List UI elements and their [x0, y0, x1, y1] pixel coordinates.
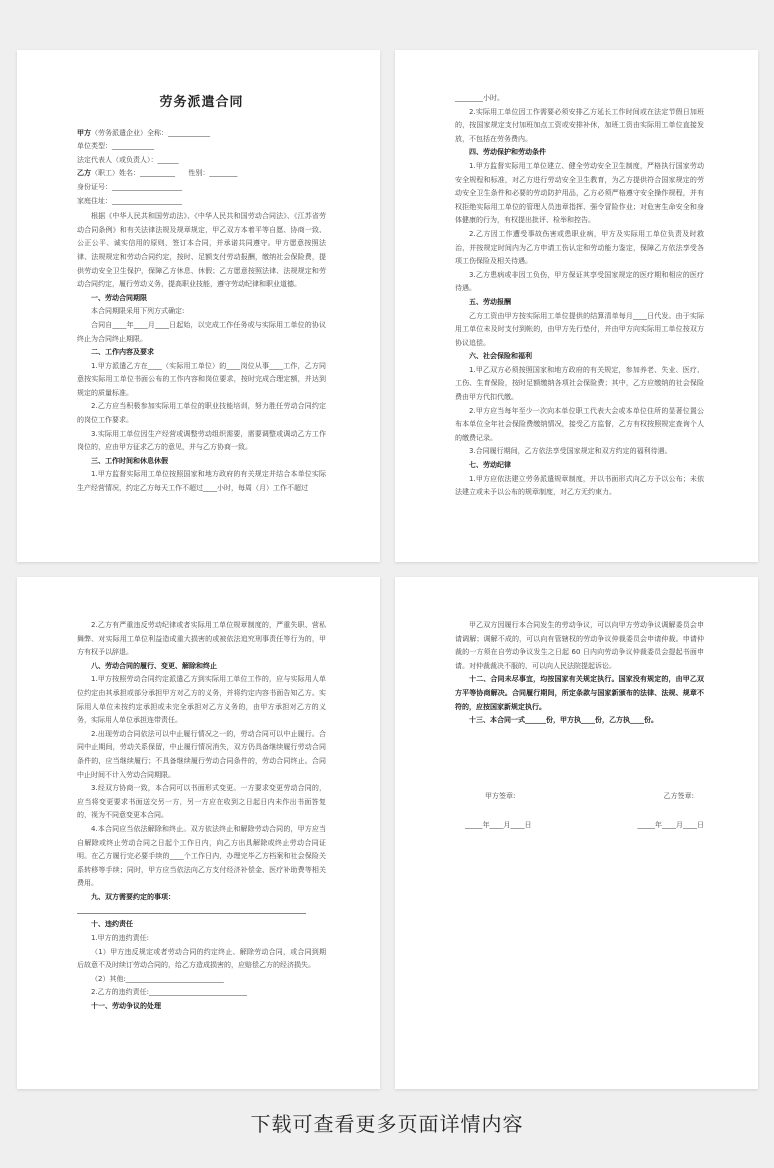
page-4-body	[455, 619, 704, 728]
date-row	[455, 819, 704, 833]
section-heading: 三、工作时间和休息休假	[91, 456, 168, 465]
document-page-2	[395, 50, 758, 562]
download-more-banner[interactable]: 下载可查看更多页面详情内容	[250, 1112, 524, 1136]
section-heading: 四、劳动保护和劳动条件	[469, 148, 546, 157]
party-field	[77, 140, 326, 154]
paragraph: 3.合同履行期间，乙方依法享受国家规定和双方约定的福利待遇。	[469, 447, 672, 456]
section-heading: 十、违约责任	[91, 920, 133, 929]
party-label: 乙方	[77, 169, 91, 178]
document-page-1	[17, 50, 380, 562]
paragraph: （1）甲方违反规定或者劳动合同的约定终止、解除劳动合同，或合同到期后故意不及时续订劳动合同的，给乙方造成损害的，应赔偿乙方的经济损失。	[77, 947, 326, 970]
page-1-content	[77, 96, 326, 562]
paragraph: 1.甲方应依法建立劳务派遣规章制度，并以书面形式向乙方予以公布；未依法建立或未予以公布的规章制度，对乙方无约束力。	[455, 474, 704, 497]
paragraph: 1.甲方的违约责任:	[91, 934, 150, 943]
paragraph: 2.乙方有严重违反劳动纪律或者实际用工单位规章制度的，严重失职、营私舞弊、对实际用工单位利益造成重大损害的或被依法追究刑事责任等行为的，甲方有权予以辞退。	[77, 621, 326, 657]
section-heading: 十一、劳动争议的处理	[91, 1002, 161, 1011]
paragraph: 3.经双方协商一致，本合同可以书面形式变更。一方要求变更劳动合同的，应当将变更要求书面送交另一方，另一方应在收到之日起日内未作出书面答复的，视为不同意变更本合同。	[77, 784, 326, 820]
paragraph: 2.乙方因工作遭受事故伤害或患职业病，甲方及实际用工单位负责及时救治，并按规定时间内为乙方申请工伤认定和劳动能力鉴定，保障乙方依法享受各项工伤保险及相关待遇。	[455, 229, 704, 266]
page-3-content	[77, 619, 326, 1089]
page-2-content	[455, 92, 704, 562]
paragraph: 1.甲方监督实际用工单位建立、健全劳动安全卫生制度，严格执行国家劳动安全规程和标准，对乙方进行劳动安全卫生教育，为乙方提供符合国家规定的劳动安全卫生条件和必要的劳动防护用品，乙方必须严格遵守安全操作规程，并有权拒绝实际用工单位的管理人员违章指挥、强令冒险作业；对危害生命安全和身体健康的行为，有权提出批评、检举和控告。	[455, 161, 704, 225]
document-page-4	[395, 577, 758, 1089]
section-heading: 一、劳动合同期限	[91, 293, 147, 302]
page-3-body	[77, 619, 326, 1014]
section-heading: 六、社会保险和福利	[469, 352, 532, 361]
party-field	[77, 195, 326, 209]
document-page-3	[17, 577, 380, 1089]
party-field-text: 身份证号：____________________	[77, 182, 182, 191]
blank-line	[77, 904, 306, 914]
party-a-date: _____年____月____日	[465, 821, 532, 830]
paragraph: 甲乙双方因履行本合同发生的劳动争议，可以向甲方劳动争议调解委员会申请调解；调解不成的，可以向有管辖权的劳动争议仲裁委员会申请仲裁。申请仲裁的一方须在自劳动争议发生之日起 60 日内向劳动争议仲裁委员会提起书面申请。对仲裁裁决不服的，可以向人民法院提起诉讼。	[455, 621, 704, 670]
paragraph: 1.甲方监督实际用工单位按照国家和地方政府的有关规定并结合本单位实际生产经营情况，约定乙方每天工作不超过____小时，每周（月）工作不超过	[77, 470, 326, 493]
party-a-seal-label: 甲方签章:	[485, 791, 516, 800]
party-b-seal-label: 乙方签章:	[663, 791, 694, 800]
section-heading: 八、劳动合同的履行、变更、解除和终止	[91, 661, 217, 670]
paragraph: 1.甲方派遣乙方在____（实际用工单位）的____岗位从事____工作，乙方同意按实际用工单位书面公布的工作内容和岗位要求，按时完成合理定额，并达到规定的质量标准。	[77, 361, 326, 397]
party-fields	[77, 127, 326, 209]
document-title: 劳务派遣合同	[159, 95, 244, 110]
party-b-date: _____年____月____日	[637, 821, 704, 830]
paragraph: 2.实际用工单位因工作需要必须安排乙方延长工作时间或在法定节假日加班的，按国家规定支付加班加点工资或安排补休，加班工资由实际用工单位直接发放，不包括在劳务费内。	[455, 107, 704, 143]
paragraph: 本合同期限采用下列方式确定:	[91, 307, 185, 316]
paragraph: 合同自____年____月____日起始，以完成工作任务或与实际用工单位的协议终止为合同终止期限。	[77, 320, 326, 343]
party-field-text: 法定代表人（或负责人）：______	[77, 155, 179, 164]
paragraph: 根据《中华人民共和国劳动法》、《中华人民共和国劳动合同法》、《江苏省劳动合同条例》和有关法律法规及规章规定，甲乙双方本着平等自愿、协商一致、公正公平、诚实信用的原则，签订本合同，并承诺共同遵守。甲方愿意按照法律、法规规定和劳动合同约定，按时、足额支付劳动报酬，缴纳社会保险费，提供劳动安全卫生保护，保障乙方休息、休假；乙方愿意按照法律、法规规定和劳动合同约定，履行劳动义务，提高职业技能，遵守劳动纪律和职业道德。	[77, 212, 326, 289]
page-4-content	[455, 619, 704, 1089]
paragraph: 3.乙方患病或非因工负伤，甲方保证其享受国家规定的医疗期和相应的医疗待遇。	[455, 270, 704, 293]
paragraph: ________小时。	[455, 94, 504, 102]
paragraph: 2.乙方的违约责任:____________________________	[91, 988, 248, 997]
party-field-text: （职工）姓名：__________ 性别：________	[91, 169, 238, 178]
party-field-text: 家庭住址：____________________	[77, 196, 182, 205]
paragraph: 3.实际用工单位因生产经营或调整劳动组织需要，需要调整或调动乙方工作岗位的，应由甲方征求乙方的意见，并与乙方协商一致。	[77, 429, 326, 452]
section-heading: 二、工作内容及要求	[91, 348, 154, 357]
party-field-text: （劳务派遣企业）全称：____________	[91, 128, 210, 137]
page-2-body	[455, 92, 704, 500]
clause-paragraph: 十三、本合同一式______份，甲方执____份，乙方执____份。	[469, 716, 658, 725]
paragraph: 2.甲方应当每年至少一次向本单位职工代表大会或本单位住所的显著位置公布本单位全年社会保险费缴纳情况，接受乙方监督，乙方有权按照规定查询个人的缴费记录。	[455, 406, 704, 442]
paragraph: 2.出现劳动合同依法可以中止履行情况之一的，劳动合同可以中止履行。合同中止期间，劳动关系保留，中止履行情况消失，双方仍具备继续履行劳动合同条件的，应当继续履行；不具备继续履行劳动合同条件的，劳动合同终止。合同中止时间不计入劳动合同期限。	[77, 729, 326, 779]
party-field	[77, 167, 326, 181]
section-heading: 五、劳动报酬	[469, 297, 511, 306]
party-label: 甲方	[77, 128, 91, 137]
page-1-body	[77, 210, 326, 495]
section-heading: 七、劳动纪律	[469, 461, 511, 470]
signature-row	[455, 790, 704, 804]
paragraph: 1.甲乙双方必须按照国家和地方政府的有关规定，参加养老、失业、医疗、工伤、生育保险，按时足额缴纳各项社会保险费；其中，乙方应缴纳的社会保险费由甲方代扣代缴。	[455, 365, 704, 402]
party-field	[77, 154, 326, 168]
paragraph: 1.甲方按照劳动合同约定派遣乙方到实际用工单位工作的，应与实际用人单位约定由其承担或部分承担甲方对乙方的义务，并将约定内容书面告知乙方。实际用人单位未按约定承担或未完全承担对乙方义务的，由甲方承担对乙方的义务，实际用人单位承担连带责任。	[77, 675, 326, 725]
paragraph: 4.本合同应当依法解除和终止。双方依法终止和解除劳动合同的，甲方应当自解除或终止劳动合同之日起个工作日内，向乙方出具解除或终止劳动合同证明。在乙方履行完必要手续的____个工作日内，办理完毕乙方档案和社会保险关系转移等手续；同时，甲方应当依法向乙方支付经济补偿金、医疗补助费等相关费用。	[77, 824, 326, 888]
section-heading: 九、双方需要约定的事项：	[91, 892, 175, 901]
clause-paragraph: 十二、合同未尽事宜，均按国家有关规定执行。国家没有规定的，由甲乙双方平等协商解决。合同履行期间，所定条款与国家新颁布的法律、法规、规章不符的，应按国家新规定执行。	[455, 675, 704, 711]
party-field	[77, 181, 326, 195]
paragraph: 2.乙方应当积极参加实际用工单位的职业技能培训，努力胜任劳动合同约定的岗位工作要求。	[77, 402, 326, 425]
paragraph: （2）其他:____________________________	[91, 974, 224, 983]
party-field-text: 单位类型：____________	[77, 142, 154, 151]
paragraph: 乙方工资由甲方按实际用工单位提供的结算清单每月____日代发。由于实际用工单位未及时支付到帐的，由甲方先行垫付，并由甲方向实际用工单位按双方协议追偿。	[455, 311, 704, 347]
party-field	[77, 127, 326, 141]
